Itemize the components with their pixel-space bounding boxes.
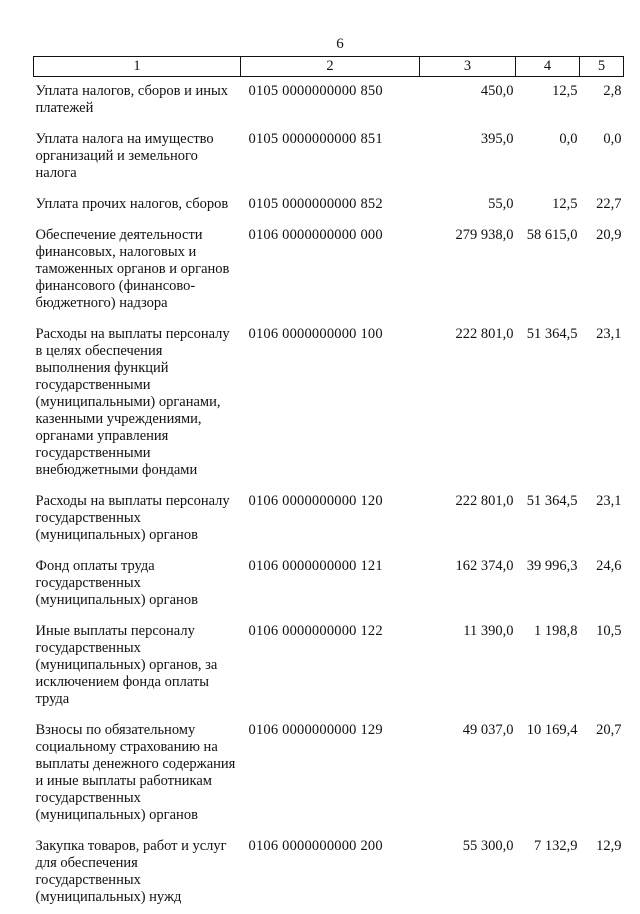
- column-header-4: 4: [516, 57, 580, 77]
- row-name: Закупка товаров, работ и услуг для обеспечения государственных (муниципальных) нужд: [35, 838, 227, 905]
- row-name: Уплата налогов, сборов и иных платежей: [35, 83, 228, 116]
- row-percent: 20,9: [596, 227, 622, 243]
- row-code: 0105 0000000000 852: [248, 196, 383, 212]
- column-header-1: 1: [34, 57, 241, 77]
- table-row: [34, 190, 624, 221]
- table-row: [34, 716, 624, 832]
- row-name: Иные выплаты персоналу государственных (муниципальных) органов, за исключением фонда оплаты труда: [35, 623, 218, 707]
- row-name: Взносы по обязательному социальному страхованию на выплаты денежного содержания и иные выплаты работникам государственных (муниципальных) органов: [35, 722, 236, 823]
- row-fact: 39 996,3: [526, 558, 578, 574]
- table-row: [34, 221, 624, 320]
- row-name: Расходы на выплаты персоналу в целях обеспечения выполнения функций государственными (муниципальными) органами, казенными учреждениями, органами управления государственными внебюджетными фондами: [35, 326, 230, 478]
- row-fact: 10 169,4: [526, 722, 578, 738]
- column-header-2: 2: [241, 57, 420, 77]
- row-name: Расходы на выплаты персоналу государственных (муниципальных) органов: [35, 493, 230, 543]
- row-code: 0106 0000000000 122: [248, 623, 383, 639]
- row-fact: 51 364,5: [526, 326, 578, 342]
- row-fact: 0,0: [559, 131, 578, 147]
- row-fact: 7 132,9: [534, 838, 578, 854]
- table-header: [34, 57, 624, 77]
- row-code: 0106 0000000000 129: [248, 722, 383, 738]
- row-plan: 11 390,0: [463, 623, 514, 639]
- column-header-5: 5: [580, 57, 624, 77]
- row-plan: 395,0: [480, 131, 514, 147]
- row-plan: 49 037,0: [462, 722, 514, 738]
- table-row: [34, 617, 624, 716]
- row-plan: 222 801,0: [455, 493, 514, 509]
- row-percent: 10,5: [596, 623, 622, 639]
- row-code: 0106 0000000000 100: [248, 326, 383, 342]
- budget-table: [33, 56, 624, 914]
- row-plan: 222 801,0: [455, 326, 514, 342]
- row-percent: 23,1: [596, 493, 622, 509]
- row-percent: 20,7: [596, 722, 622, 738]
- table-row: [34, 832, 624, 914]
- row-code: 0105 0000000000 850: [248, 83, 383, 99]
- row-code: 0106 0000000000 200: [248, 838, 383, 854]
- row-code: 0106 0000000000 121: [248, 558, 383, 574]
- table-row: [34, 487, 624, 552]
- row-name: Обеспечение деятельности финансовых, налоговых и таможенных органов и органов финансового (финансово-бюджетного) надзора: [35, 227, 230, 311]
- row-name: Уплата прочих налогов, сборов: [35, 196, 229, 212]
- table-row: [34, 320, 624, 487]
- table-row: [34, 77, 624, 126]
- row-fact: 1 198,8: [534, 623, 578, 639]
- page-number: 6: [336, 36, 344, 52]
- row-percent: 12,9: [596, 838, 622, 854]
- row-fact: 58 615,0: [526, 227, 578, 243]
- row-fact: 51 364,5: [526, 493, 578, 509]
- column-header-3: 3: [420, 57, 516, 77]
- row-plan: 162 374,0: [455, 558, 514, 574]
- row-plan: 450,0: [480, 83, 514, 99]
- row-percent: 23,1: [596, 326, 622, 342]
- row-name: Фонд оплаты труда государственных (муниципальных) органов: [35, 558, 198, 608]
- row-plan: 279 938,0: [455, 227, 514, 243]
- row-code: 0105 0000000000 851: [248, 131, 383, 147]
- table-row: [34, 552, 624, 617]
- row-fact: 12,5: [552, 83, 578, 99]
- row-code: 0106 0000000000 000: [248, 227, 383, 243]
- row-percent: 0,0: [603, 131, 622, 147]
- row-plan: 55 300,0: [462, 838, 514, 854]
- table-row: [34, 125, 624, 190]
- row-plan: 55,0: [488, 196, 514, 212]
- row-fact: 12,5: [552, 196, 578, 212]
- row-name: Уплата налога на имущество организаций и земельного налога: [35, 131, 214, 181]
- row-percent: 22,7: [596, 196, 622, 212]
- row-percent: 24,6: [596, 558, 622, 574]
- row-percent: 2,8: [603, 83, 622, 99]
- row-code: 0106 0000000000 120: [248, 493, 383, 509]
